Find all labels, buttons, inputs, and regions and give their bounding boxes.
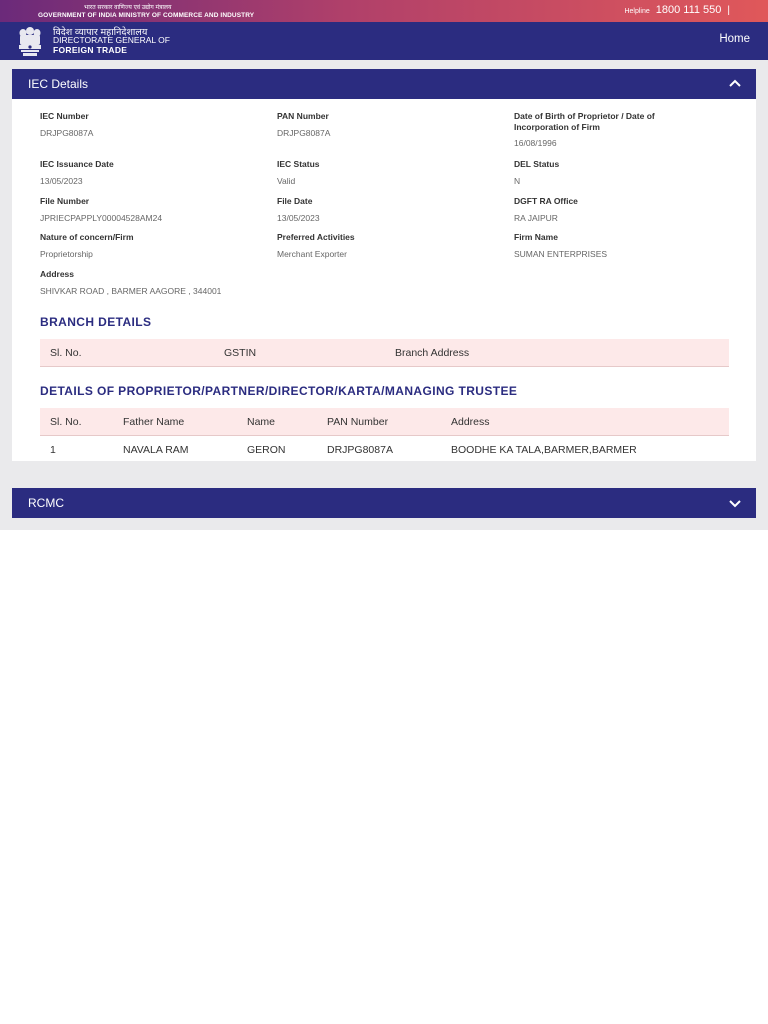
field-nature-of-concern <box>40 232 240 260</box>
table-cell: 1 <box>50 444 56 456</box>
field-iec-status <box>277 159 477 187</box>
field-value: DRJPG8087A <box>277 128 331 138</box>
field-address <box>40 269 440 297</box>
brand-name-line1: DIRECTORATE GENERAL OF <box>53 35 170 45</box>
field-file-number <box>40 196 240 224</box>
field-label: File Date <box>277 196 313 206</box>
column-header: PAN Number <box>327 416 389 428</box>
field-firm-name <box>514 232 714 260</box>
helpline-label: Helpline <box>624 8 650 15</box>
field-label: Date of Birth of Proprietor / Date of Incorporation of Firm <box>514 111 655 132</box>
branch-details-title: BRANCH DETAILS <box>40 315 152 329</box>
field-label: Preferred Activities <box>277 232 355 242</box>
field-iec-issuance-date <box>40 159 240 187</box>
table-header-row <box>40 339 729 367</box>
iec-details-accordion-header[interactable] <box>12 69 756 99</box>
field-value: N <box>514 176 521 186</box>
column-header: Father Name <box>123 416 185 428</box>
proprietor-details-table <box>40 408 729 462</box>
site-header <box>0 22 768 60</box>
chevron-up-icon[interactable] <box>729 78 741 90</box>
field-iec-number <box>40 111 240 139</box>
field-del-status <box>514 159 714 187</box>
field-label: Nature of concern/Firm <box>40 232 134 242</box>
gov-hindi-text: भारत सरकार वाणिज्य एवं उद्योग मंत्रालय <box>84 5 172 11</box>
field-dgft-ra-office <box>514 196 714 224</box>
field-label: DEL Status <box>514 159 560 169</box>
rcmc-title: RCMC <box>28 496 64 510</box>
iec-details-title: IEC Details <box>28 77 89 91</box>
field-value: Proprietorship <box>40 249 93 259</box>
table-cell: GERON <box>247 444 286 456</box>
field-value: 13/05/2023 <box>40 176 83 186</box>
field-label: IEC Number <box>40 111 89 121</box>
field-value: RA JAIPUR <box>514 213 558 223</box>
brand-name-line2: FOREIGN TRADE <box>53 45 128 55</box>
field-date-of-birth <box>514 111 694 149</box>
field-label: PAN Number <box>277 111 329 121</box>
column-header: Name <box>247 416 276 428</box>
field-value: Valid <box>277 176 296 186</box>
column-header: GSTIN <box>224 347 257 359</box>
helpline <box>624 4 730 16</box>
field-value: Merchant Exporter <box>277 249 347 259</box>
gov-english-text: GOVERNMENT OF INDIA MINISTRY OF COMMERCE AND INDUSTRY <box>38 12 255 19</box>
branch-details-table <box>40 339 729 367</box>
column-header: Address <box>451 416 490 428</box>
government-bar <box>0 0 768 22</box>
field-label: File Number <box>40 196 90 206</box>
table-row <box>40 436 729 462</box>
rcmc-accordion-header[interactable] <box>12 488 756 518</box>
field-value: 13/05/2023 <box>277 213 320 223</box>
column-header: Branch Address <box>395 347 470 359</box>
field-label: IEC Issuance Date <box>40 159 114 169</box>
helpline-number[interactable]: 1800 111 550 <box>655 4 722 16</box>
field-label: DGFT RA Office <box>514 196 578 206</box>
field-value: SUMAN ENTERPRISES <box>514 249 608 259</box>
chevron-down-icon[interactable] <box>729 497 741 509</box>
national-emblem-icon[interactable] <box>14 25 46 58</box>
table-header-row <box>40 408 729 436</box>
table-cell: BOODHE KA TALA,BARMER,BARMER <box>451 444 637 456</box>
field-label: Address <box>40 269 75 279</box>
field-label: IEC Status <box>277 159 320 169</box>
field-value: JPRIECPAPPLY00004528AM24 <box>40 213 163 223</box>
brand-hindi-name: विदेश व्यापार महानिदेशालय <box>53 27 148 38</box>
column-header: Sl. No. <box>50 416 82 428</box>
field-label: Firm Name <box>514 232 558 242</box>
field-value: DRJPG8087A <box>40 128 94 138</box>
table-cell: NAVALA RAM <box>123 444 189 456</box>
proprietor-details-title: DETAILS OF PROPRIETOR/PARTNER/DIRECTOR/KARTA/MANAGING TRUSTEE <box>40 384 518 398</box>
column-header: Sl. No. <box>50 347 82 359</box>
home-link[interactable]: Home <box>719 33 750 45</box>
table-cell: DRJPG8087A <box>327 444 393 456</box>
field-value: SHIVKAR ROAD , BARMER AAGORE , 344001 <box>40 286 222 296</box>
field-value: 16/08/1996 <box>514 138 557 148</box>
field-pan-number <box>277 111 477 139</box>
helpline-separator: | <box>727 5 730 16</box>
field-preferred-activities <box>277 232 477 260</box>
field-file-date <box>277 196 477 224</box>
